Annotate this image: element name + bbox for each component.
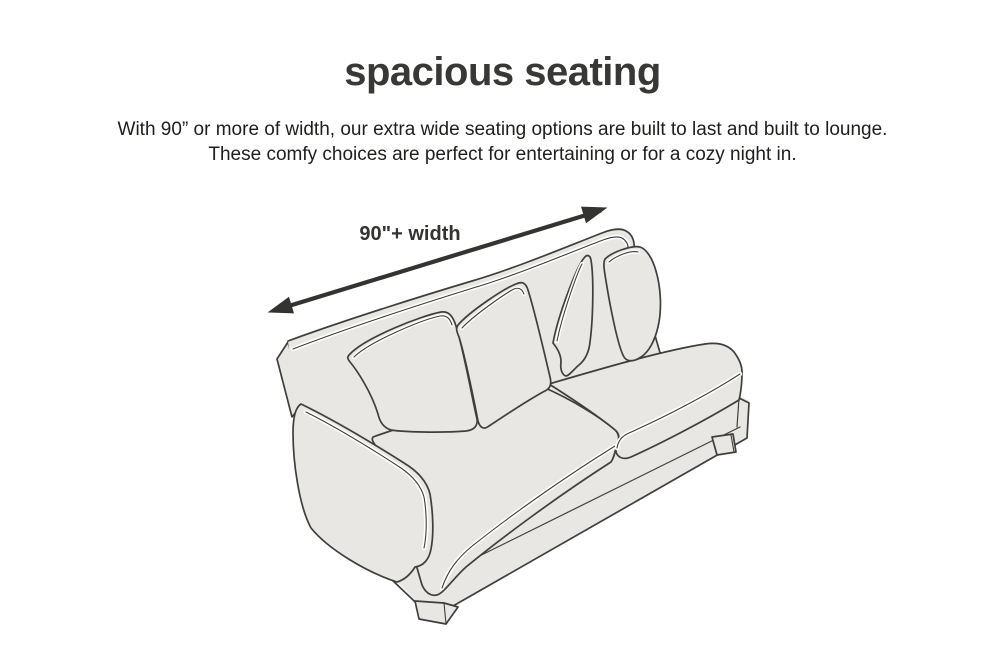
description-line-2: These comfy choices are perfect for entertaining or for a cozy night in.	[208, 144, 797, 165]
sofa-front-foot	[415, 601, 458, 624]
dimension-arrow-head-right	[582, 207, 606, 222]
dimension-arrow-head-left	[269, 298, 293, 313]
page-title: spacious seating	[344, 50, 661, 94]
description-line-1: With 90” or more of width, our extra wide seating options are built to last and built to lounge.	[117, 119, 888, 140]
dimension-label: 90"+ width	[359, 223, 461, 245]
